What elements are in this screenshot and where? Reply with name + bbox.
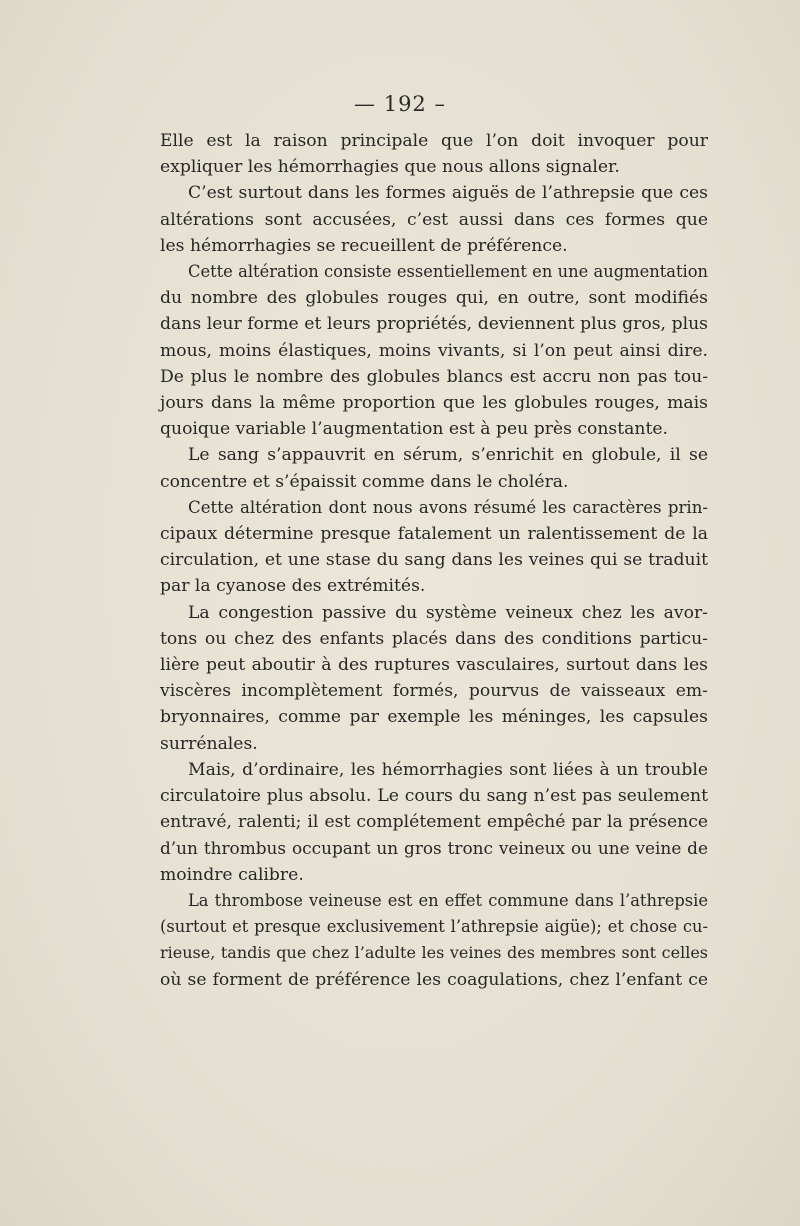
text-line: Cette altération consiste essentiellement en une augmentation [188,262,708,282]
text-line: Cette altération dont nous avons résumé les caractères prin- [188,497,708,517]
text-line: concentre et s’épaissit comme dans le choléra. [160,471,569,492]
text-line: Elle est la raison principale que l’on doit invoquer pour [160,131,708,151]
text-line: moindre calibre. [160,864,304,885]
text-line: où se forment de préférence les coagulations, chez l’enfant ce [160,969,708,990]
text-line: jours dans la même proportion que les globules rouges, mais [160,393,708,414]
text-line: cipaux détermine presque fatalement un ralentissement de la [160,524,708,545]
text-line: rieuse, tandis que chez l’adulte les veines des membres sont celles [160,943,708,963]
text-line: altérations sont accusées, c’est aussi dans ces formes que [160,209,708,230]
body-text [160,128,708,993]
text-line: Le sang s’appauvrit en sérum, s’enrichit en globule, il se [188,445,708,466]
text-line: La congestion passive du système veineux chez les avor- [188,602,708,623]
text-line: circulation, et une stase du sang dans les veines qui se traduit [160,550,708,571]
page-number: — 192 – [354,92,446,116]
text-line: Mais, d’ordinaire, les hémorrhagies sont liées à un trouble [188,759,708,780]
text-line: par la cyanose des extrémités. [160,576,426,597]
text-line: viscères incomplètement formés, pourvus de vaisseaux em- [160,681,708,702]
text-line: bryonnaires, comme par exemple les méninges, les capsules [160,707,708,728]
text-line: (surtout et presque exclusivement l’athrepsie aigüe); et chose cu- [160,917,708,937]
text-line: entravé, ralenti; il est complétement empêché par la présence [160,812,708,833]
text-line: De plus le nombre des globules blancs est accru non pas tou- [160,366,708,387]
text-line: circulatoire plus absolu. Le cours du sang n’est pas seulement [160,786,708,807]
text-line: dans leur forme et leurs propriétés, deviennent plus gros, plus [160,314,708,335]
text-line: lière peut aboutir à des ruptures vasculaires, surtout dans les [160,655,708,676]
text-line: d’un thrombus occupant un gros tronc veineux ou une veine de [160,838,708,859]
text-line: tons ou chez des enfants placés dans des conditions particu- [160,628,708,649]
text-line: du nombre des globules rouges qui, en outre, sont modifiés [160,288,708,309]
text-line: quoique variable l’augmentation est à peu près constante. [160,419,669,440]
text-line: expliquer les hémorrhagies que nous allons signaler. [160,157,620,178]
text-line: les hémorrhagies se recueillent de préférence. [160,235,568,256]
text-line: La thrombose veineuse est en effet commune dans l’athrepsie [188,890,708,910]
text-line: C’est surtout dans les formes aiguës de l’athrepsie que ces [188,183,708,204]
text-line: surrénales. [160,733,258,754]
text-line: mous, moins élastiques, moins vivants, si l’on peut ainsi dire. [160,340,708,361]
